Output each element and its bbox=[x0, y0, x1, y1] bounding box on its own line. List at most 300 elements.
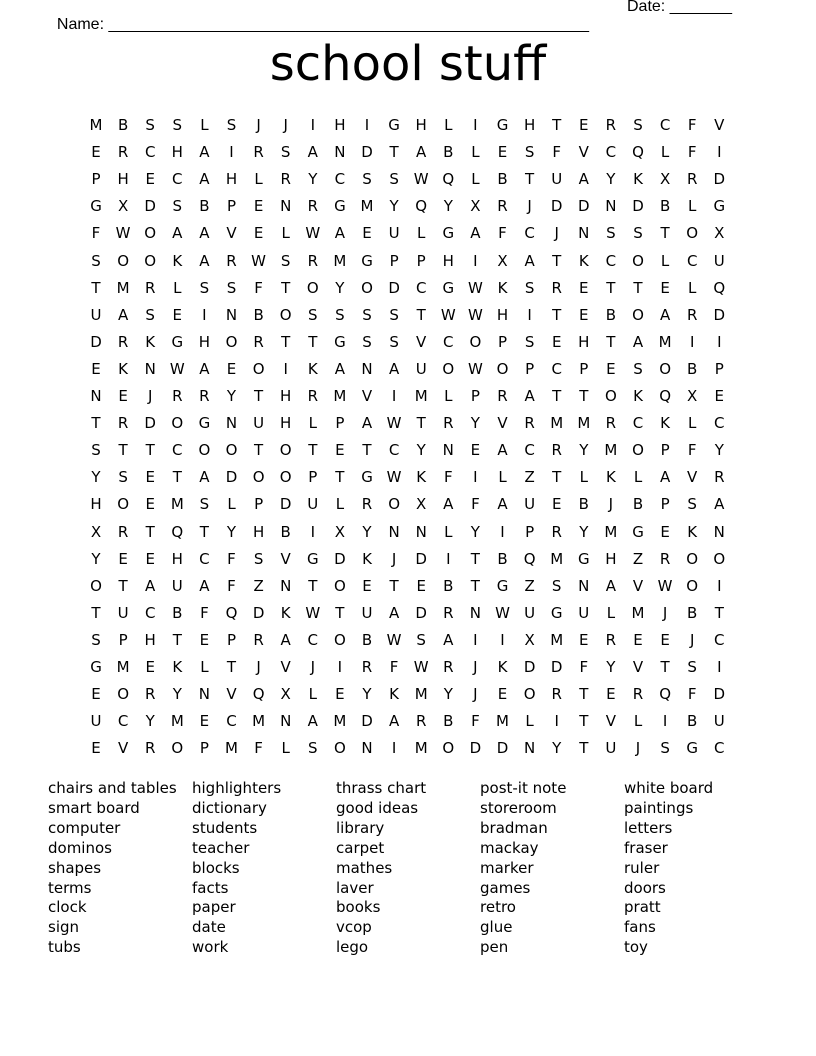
grid-letter: R bbox=[551, 685, 562, 704]
grid-letter: E bbox=[551, 495, 562, 514]
grid-letter: B bbox=[199, 197, 210, 216]
grid-letter: A bbox=[388, 359, 400, 378]
grid-letter: Y bbox=[714, 441, 724, 460]
grid-letter: Y bbox=[335, 278, 345, 297]
grid-letter: Y bbox=[579, 522, 589, 541]
word-list-item: paintings bbox=[624, 798, 694, 817]
grid-letter: U bbox=[578, 603, 590, 622]
grid-letter: U bbox=[117, 603, 129, 622]
word-list-item: computer bbox=[48, 818, 121, 837]
grid-letter: E bbox=[91, 739, 101, 758]
word-list-item: glue bbox=[480, 918, 513, 937]
grid-letter: G bbox=[632, 522, 644, 541]
grid-letter: Y bbox=[389, 197, 399, 216]
grid-letter: B bbox=[632, 495, 644, 514]
grid-letter: I bbox=[391, 387, 397, 405]
grid-letter: B bbox=[443, 143, 454, 162]
grid-letter: Y bbox=[145, 712, 155, 731]
grid-letter: F bbox=[254, 278, 263, 297]
word-list-item: games bbox=[480, 878, 531, 897]
grid-letter: F bbox=[687, 441, 697, 460]
grid-letter: V bbox=[632, 576, 644, 595]
grid-letter: C bbox=[714, 414, 725, 433]
grid-letter: F bbox=[471, 495, 480, 514]
grid-letter: A bbox=[199, 468, 210, 487]
grid-letter: D bbox=[225, 468, 238, 487]
grid-letter: J bbox=[608, 495, 614, 514]
grid-letter: S bbox=[308, 305, 318, 324]
grid-letter: T bbox=[91, 278, 101, 297]
grid-letter: G bbox=[686, 739, 698, 758]
grid-letter: C bbox=[199, 549, 210, 568]
grid-letter: A bbox=[443, 630, 454, 649]
word-list-item: bradman bbox=[480, 818, 548, 837]
grid-letter: Z bbox=[524, 468, 535, 487]
grid-letter: C bbox=[172, 441, 183, 460]
grid-letter: O bbox=[523, 685, 536, 704]
grid-letter: H bbox=[252, 522, 265, 541]
grid-letter: P bbox=[660, 441, 670, 460]
grid-letter: M bbox=[89, 116, 103, 134]
grid-letter: I bbox=[310, 522, 316, 541]
grid-letter: O bbox=[713, 549, 726, 568]
grid-letter: B bbox=[443, 712, 454, 731]
grid-letter: J bbox=[554, 224, 559, 243]
grid-letter: T bbox=[579, 712, 589, 731]
grid-letter: R bbox=[307, 197, 319, 216]
grid-letter: S bbox=[91, 251, 101, 270]
grid-letter: R bbox=[144, 685, 156, 704]
grid-letter: U bbox=[551, 170, 563, 189]
grid-letter: R bbox=[307, 387, 319, 405]
grid-letter: B bbox=[605, 305, 617, 324]
grid-letter: E bbox=[497, 143, 508, 162]
word-list-item: white board bbox=[624, 779, 714, 797]
grid-letter: W bbox=[467, 278, 483, 297]
grid-letter: O bbox=[198, 441, 211, 460]
grid-letter: C bbox=[415, 278, 427, 297]
grid-letter: T bbox=[714, 603, 724, 622]
grid-letter: J bbox=[283, 116, 288, 134]
grid-letter: M bbox=[604, 441, 618, 460]
grid-letter: T bbox=[552, 387, 562, 405]
grid-letter: S bbox=[687, 495, 697, 514]
grid-letter: S bbox=[389, 332, 399, 351]
grid-letter: G bbox=[334, 197, 346, 216]
grid-letter: J bbox=[147, 387, 153, 405]
grid-letter: K bbox=[280, 603, 291, 622]
grid-letter: S bbox=[91, 441, 101, 460]
grid-letter: A bbox=[307, 712, 318, 731]
grid-letter: S bbox=[172, 197, 183, 216]
grid-letter: T bbox=[552, 251, 562, 270]
grid-letter: N bbox=[442, 441, 454, 460]
grid-letter: Q bbox=[252, 685, 265, 704]
grid-letter: Y bbox=[470, 414, 480, 433]
grid-letter: I bbox=[283, 359, 288, 378]
grid-letter: D bbox=[279, 495, 292, 514]
grid-letter: O bbox=[604, 387, 617, 405]
grid-letter: O bbox=[442, 359, 455, 378]
grid-letter: H bbox=[496, 305, 509, 324]
grid-letter: E bbox=[362, 576, 372, 595]
grid-letter: L bbox=[308, 685, 317, 704]
grid-letter: E bbox=[551, 332, 562, 351]
grid-letter: R bbox=[497, 197, 508, 216]
grid-letter: Y bbox=[443, 685, 453, 704]
grid-letter: Z bbox=[632, 549, 644, 568]
grid-letter: R bbox=[361, 495, 373, 514]
grid-letter: M bbox=[631, 603, 645, 622]
grid-letter: I bbox=[500, 522, 505, 541]
grid-letter: R bbox=[253, 143, 264, 162]
grid-letter: E bbox=[660, 278, 670, 297]
grid-letter: N bbox=[605, 197, 617, 216]
grid-letter: C bbox=[524, 224, 535, 243]
word-list-item: facts bbox=[192, 878, 229, 897]
grid-letter: V bbox=[416, 332, 427, 351]
grid-letter: W bbox=[251, 251, 267, 270]
grid-letter: W bbox=[467, 359, 483, 378]
grid-letter: M bbox=[170, 712, 184, 731]
grid-letter: D bbox=[361, 143, 373, 162]
grid-letter: I bbox=[473, 468, 478, 487]
grid-letter: A bbox=[199, 251, 210, 270]
grid-letter: R bbox=[144, 739, 156, 758]
word-list-item: smart board bbox=[48, 798, 140, 817]
word-list-item: fraser bbox=[624, 838, 668, 857]
grid-letter: I bbox=[473, 251, 478, 270]
grid-letter: O bbox=[496, 359, 509, 378]
grid-letter: H bbox=[415, 116, 427, 134]
grid-letter: S bbox=[199, 495, 210, 514]
grid-letter: F bbox=[498, 224, 507, 243]
grid-letter: O bbox=[225, 441, 238, 460]
grid-letter: H bbox=[144, 630, 156, 649]
grid-letter: B bbox=[117, 116, 129, 134]
grid-letter: S bbox=[145, 305, 155, 324]
grid-letter: T bbox=[308, 576, 318, 595]
grid-letter: E bbox=[362, 224, 372, 243]
grid-letter: H bbox=[605, 549, 617, 568]
grid-letter: F bbox=[579, 658, 589, 676]
grid-letter: I bbox=[717, 576, 722, 595]
grid-letter: E bbox=[335, 441, 345, 460]
grid-letter: U bbox=[713, 251, 725, 270]
grid-letter: S bbox=[280, 251, 291, 270]
grid-letter: M bbox=[170, 495, 184, 514]
grid-letter: R bbox=[361, 658, 373, 676]
word-list-item: storeroom bbox=[480, 798, 557, 817]
grid-letter: W bbox=[657, 576, 673, 595]
grid-letter: V bbox=[226, 685, 237, 704]
grid-letter: M bbox=[116, 658, 130, 676]
grid-letter: O bbox=[90, 576, 102, 595]
grid-letter: R bbox=[605, 630, 617, 649]
grid-letter: C bbox=[117, 712, 129, 731]
grid-letter: N bbox=[280, 576, 292, 595]
grid-letter: P bbox=[226, 630, 237, 649]
grid-letter: R bbox=[443, 658, 454, 676]
grid-letter: M bbox=[333, 712, 347, 731]
grid-letter: N bbox=[280, 712, 292, 731]
word-list-item: letters bbox=[624, 818, 673, 837]
grid-letter: K bbox=[497, 658, 508, 676]
grid-letter: W bbox=[467, 305, 483, 324]
grid-letter: F bbox=[687, 116, 697, 134]
grid-letter: T bbox=[281, 278, 291, 297]
grid-letter: S bbox=[145, 116, 155, 134]
grid-letter: E bbox=[579, 630, 589, 649]
grid-letter: D bbox=[713, 305, 726, 324]
grid-letter: S bbox=[660, 739, 670, 758]
grid-letter: S bbox=[633, 116, 643, 134]
grid-letter: T bbox=[172, 468, 182, 487]
grid-letter: K bbox=[497, 278, 508, 297]
grid-letter: Y bbox=[579, 441, 589, 460]
grid-letter: C bbox=[714, 630, 725, 649]
grid-letter: L bbox=[254, 170, 263, 189]
grid-letter: A bbox=[524, 251, 535, 270]
grid-letter: A bbox=[714, 495, 725, 514]
grid-letter: E bbox=[145, 549, 155, 568]
grid-letter: E bbox=[606, 685, 616, 704]
grid-letter: P bbox=[579, 359, 589, 378]
grid-letter: R bbox=[253, 630, 264, 649]
grid-letter: M bbox=[333, 387, 347, 405]
grid-letter: E bbox=[199, 712, 210, 731]
grid-letter: R bbox=[199, 387, 210, 405]
grid-letter: U bbox=[388, 224, 400, 243]
grid-letter: A bbox=[632, 332, 644, 351]
grid-letter: E bbox=[145, 468, 155, 487]
grid-letter: H bbox=[117, 170, 129, 189]
grid-letter: T bbox=[254, 387, 264, 405]
grid-letter: C bbox=[388, 441, 400, 460]
grid-letter: O bbox=[361, 278, 373, 297]
grid-letter: S bbox=[551, 576, 562, 595]
grid-letter: C bbox=[605, 251, 617, 270]
grid-letter: K bbox=[605, 468, 616, 487]
grid-letter: J bbox=[635, 739, 641, 758]
grid-letter: L bbox=[633, 468, 643, 487]
grid-letter: G bbox=[496, 576, 509, 595]
word-list-item: pratt bbox=[624, 898, 661, 917]
grid-letter: F bbox=[443, 468, 453, 487]
grid-letter: T bbox=[660, 658, 670, 676]
grid-letter: O bbox=[117, 251, 129, 270]
grid-letter: P bbox=[660, 495, 670, 514]
grid-letter: S bbox=[308, 739, 318, 758]
grid-letter: V bbox=[361, 387, 373, 405]
grid-letter: A bbox=[199, 170, 210, 189]
grid-letter: Q bbox=[442, 170, 455, 189]
grid-letter: E bbox=[335, 685, 345, 704]
grid-letter: P bbox=[335, 414, 345, 433]
word-list-item: sign bbox=[48, 918, 80, 937]
grid-letter: W bbox=[169, 359, 185, 378]
grid-letter: N bbox=[280, 197, 292, 216]
grid-letter: A bbox=[524, 387, 535, 405]
grid-letter: V bbox=[280, 658, 291, 676]
grid-letter: B bbox=[497, 170, 508, 189]
grid-letter: R bbox=[280, 170, 291, 189]
grid-letter: I bbox=[391, 739, 397, 758]
grid-letter: F bbox=[389, 658, 399, 676]
grid-letter: T bbox=[335, 603, 345, 622]
grid-letter: B bbox=[578, 495, 589, 514]
grid-letter: T bbox=[552, 468, 562, 487]
grid-letter: O bbox=[279, 468, 292, 487]
grid-letter: M bbox=[252, 712, 266, 731]
grid-letter: I bbox=[717, 332, 722, 351]
grid-letter: F bbox=[687, 685, 697, 704]
grid-letter: V bbox=[605, 712, 617, 731]
grid-letter: R bbox=[117, 522, 129, 541]
grid-letter: M bbox=[414, 387, 428, 405]
grid-letter: W bbox=[413, 170, 429, 189]
grid-letter: S bbox=[389, 305, 399, 324]
word-list-item: mackay bbox=[480, 838, 539, 857]
grid-letter: I bbox=[554, 712, 559, 731]
grid-letter: T bbox=[552, 305, 562, 324]
grid-letter: A bbox=[443, 495, 454, 514]
grid-letter: S bbox=[118, 468, 128, 487]
grid-letter: P bbox=[470, 387, 480, 405]
grid-letter: P bbox=[525, 359, 535, 378]
grid-letter: D bbox=[252, 603, 265, 622]
grid-letter: Y bbox=[470, 522, 480, 541]
grid-letter: A bbox=[470, 224, 481, 243]
grid-letter: J bbox=[256, 116, 261, 134]
grid-letter: X bbox=[90, 522, 102, 541]
grid-letter: K bbox=[633, 170, 643, 189]
grid-letter: H bbox=[90, 495, 102, 514]
grid-letter: D bbox=[713, 170, 726, 189]
grid-letter: D bbox=[523, 658, 536, 676]
grid-letter: Q bbox=[659, 387, 671, 405]
grid-letter: R bbox=[117, 143, 129, 162]
grid-letter: P bbox=[254, 495, 264, 514]
grid-letter: G bbox=[334, 332, 346, 351]
grid-letter: K bbox=[633, 387, 643, 405]
grid-letter: B bbox=[687, 712, 698, 731]
grid-letter: V bbox=[117, 739, 129, 758]
grid-letter: R bbox=[714, 468, 725, 487]
grid-letter: C bbox=[714, 739, 725, 758]
grid-letter: O bbox=[333, 630, 346, 649]
grid-letter: R bbox=[144, 278, 156, 297]
grid-letter: P bbox=[714, 359, 724, 378]
grid-letter: D bbox=[90, 332, 102, 351]
grid-letter: W bbox=[305, 603, 321, 622]
grid-letter: T bbox=[308, 441, 318, 460]
grid-letter: G bbox=[388, 116, 400, 134]
grid-letter: A bbox=[172, 224, 183, 243]
grid-letter: V bbox=[714, 116, 725, 134]
grid-letter: O bbox=[632, 251, 644, 270]
grid-letter: B bbox=[253, 305, 264, 324]
grid-letter: T bbox=[91, 414, 101, 433]
word-list-item: mathes bbox=[336, 858, 393, 877]
grid-letter: L bbox=[660, 143, 670, 162]
grid-letter: S bbox=[606, 224, 616, 243]
grid-letter: B bbox=[497, 549, 508, 568]
grid-letter: S bbox=[226, 116, 237, 134]
grid-letter: S bbox=[416, 630, 426, 649]
grid-letter: N bbox=[361, 739, 373, 758]
grid-letter: I bbox=[202, 305, 207, 324]
word-list-item: tubs bbox=[48, 938, 81, 957]
grid-letter: Y bbox=[172, 685, 182, 704]
grid-letter: U bbox=[605, 739, 617, 758]
word-list-item: fans bbox=[624, 918, 656, 937]
grid-letter: T bbox=[416, 414, 426, 433]
grid-letter: L bbox=[688, 414, 697, 433]
grid-letter: R bbox=[497, 387, 508, 405]
word-list-item: laver bbox=[336, 878, 374, 897]
page-title: school stuff bbox=[269, 36, 547, 92]
grid-letter: G bbox=[90, 658, 102, 676]
word-list-item: paper bbox=[192, 898, 236, 917]
grid-letter: X bbox=[524, 630, 535, 649]
grid-letter: K bbox=[416, 468, 427, 487]
grid-letter: E bbox=[118, 549, 128, 568]
grid-letter: G bbox=[713, 197, 726, 216]
grid-letter: G bbox=[90, 197, 102, 216]
grid-letter: C bbox=[551, 359, 562, 378]
grid-letter: H bbox=[578, 332, 590, 351]
grid-letter: R bbox=[117, 414, 129, 433]
grid-letter: G bbox=[361, 251, 373, 270]
grid-letter: T bbox=[362, 441, 372, 460]
grid-letter: Y bbox=[443, 197, 453, 216]
grid-letter: T bbox=[199, 522, 209, 541]
grid-letter: J bbox=[662, 603, 668, 622]
grid-letter: H bbox=[171, 549, 183, 568]
grid-letter: O bbox=[469, 332, 482, 351]
grid-letter: Y bbox=[226, 522, 237, 541]
grid-letter: D bbox=[388, 278, 400, 297]
grid-letter: B bbox=[280, 522, 291, 541]
grid-letter: D bbox=[550, 197, 563, 216]
grid-letter: R bbox=[443, 603, 454, 622]
grid-letter: T bbox=[606, 278, 616, 297]
grid-letter: S bbox=[524, 143, 535, 162]
grid-letter: G bbox=[198, 414, 211, 433]
grid-letter: A bbox=[334, 224, 346, 243]
grid-letter: N bbox=[388, 522, 400, 541]
grid-letter: G bbox=[496, 116, 509, 134]
grid-letter: A bbox=[497, 441, 508, 460]
word-list-item: doors bbox=[624, 878, 666, 897]
grid-letter: S bbox=[633, 224, 643, 243]
grid-letter: H bbox=[198, 332, 211, 351]
grid-letter: O bbox=[144, 251, 157, 270]
grid-letter: Z bbox=[253, 576, 264, 595]
grid-letter: Y bbox=[362, 685, 372, 704]
grid-letter: D bbox=[334, 549, 346, 568]
grid-letter: T bbox=[552, 116, 562, 134]
grid-letter: V bbox=[280, 549, 291, 568]
grid-letter: P bbox=[497, 332, 508, 351]
grid-letter: C bbox=[605, 143, 617, 162]
grid-letter: K bbox=[578, 251, 589, 270]
word-list-item: dominos bbox=[48, 838, 112, 857]
grid-letter: A bbox=[307, 143, 318, 162]
grid-letter: L bbox=[335, 495, 345, 514]
name-field-label: Name: ______________________________________________________ bbox=[56, 16, 589, 33]
